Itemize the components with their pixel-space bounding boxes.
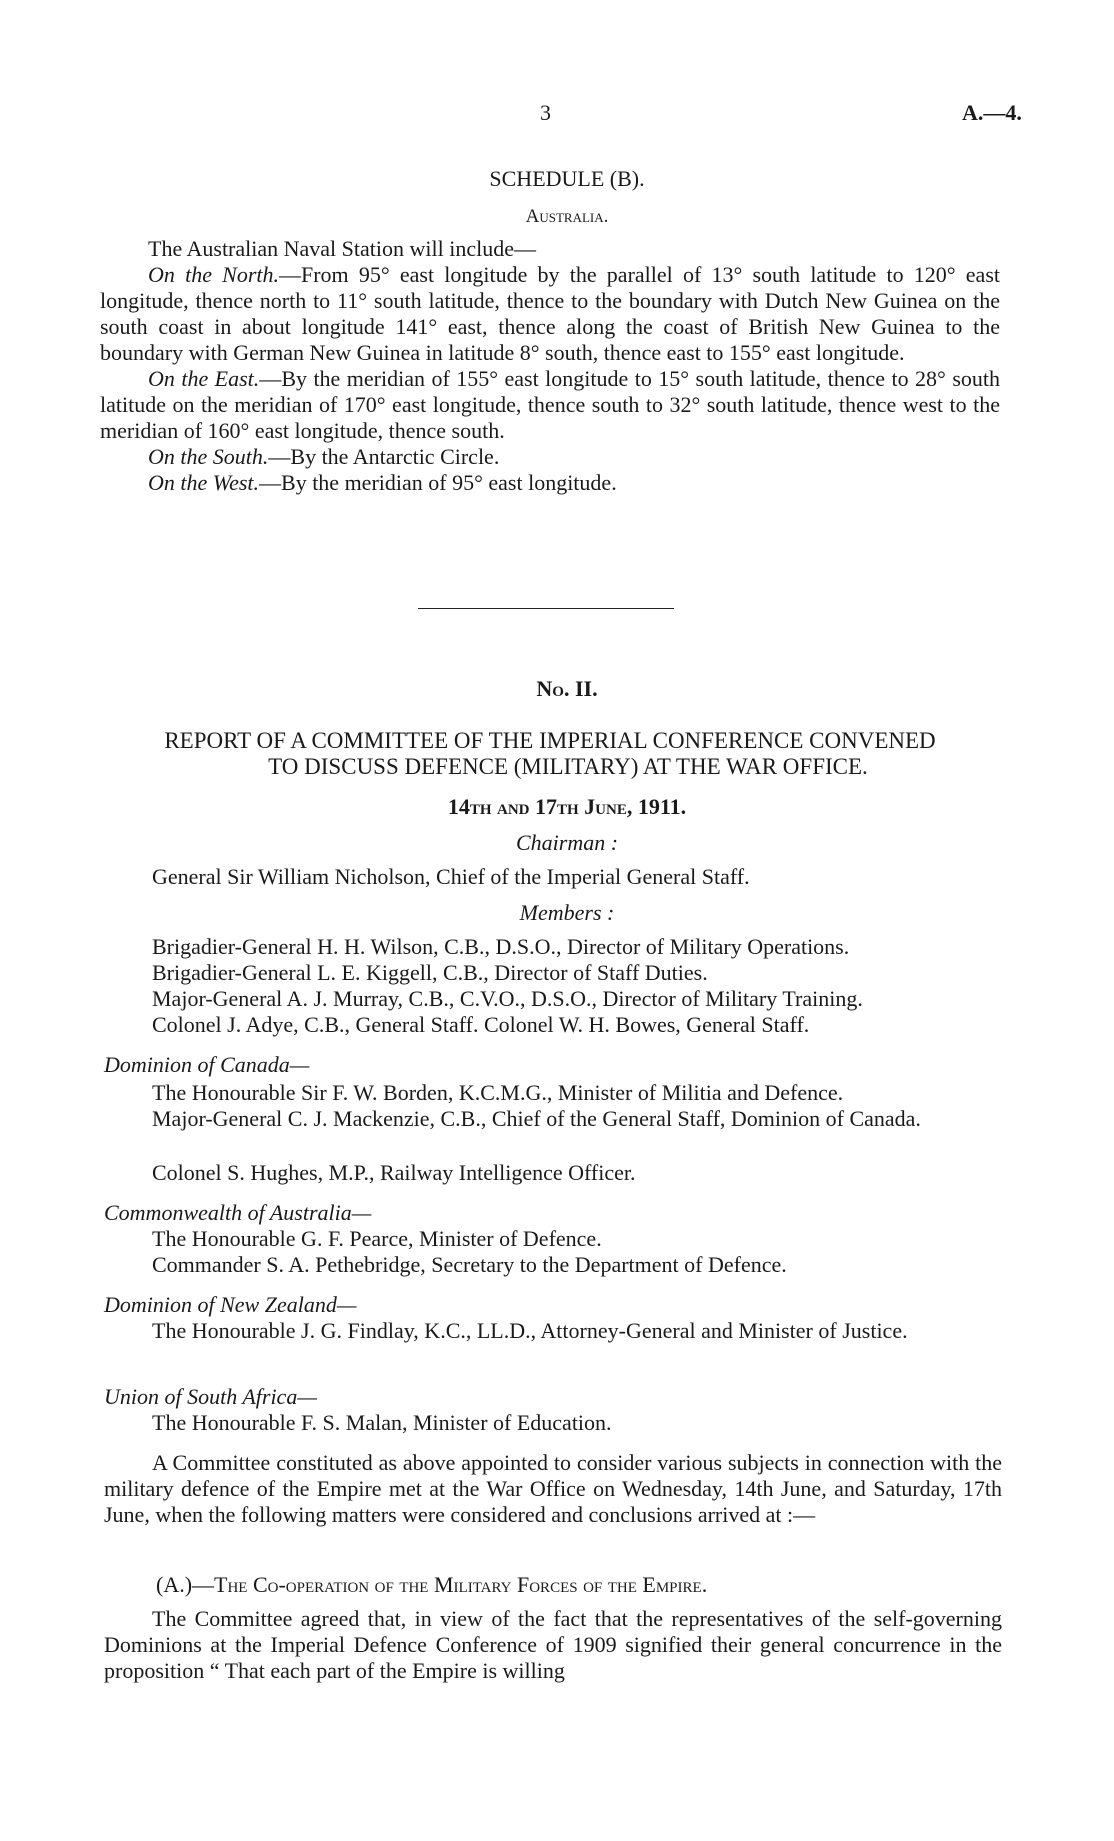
canada-heading: Dominion of Canada— — [104, 1052, 310, 1077]
report-dates: 14th and 17th June, 1911. — [447, 794, 687, 819]
schedule-intro: The Australian Naval Station will include— — [148, 236, 536, 261]
member-entry: Brigadier-General L. E. Kiggell, C.B., Director of Staff Duties. — [152, 960, 708, 985]
west-text: —By the meridian of 95° east longitude. — [259, 470, 617, 495]
north-boundary — [100, 262, 1000, 366]
cooperation-paragraph-text: The Committee agreed that, in view of the fact that the representatives of the self-governing Dominions at the Imperial Defence Conference of 1909 signified their general concurrence in the proposition “ That each part of the Empire is willing — [104, 1606, 1002, 1683]
east-boundary — [100, 366, 1000, 444]
member-entry: Brigadier-General H. H. Wilson, C.B., D.S.O., Director of Military Operations. — [152, 934, 850, 959]
north-label: On the North. — [148, 262, 279, 287]
cooperation-paragraph — [104, 1606, 1002, 1684]
members-label: Members : — [519, 900, 615, 925]
south-africa-delegate: The Honourable F. S. Malan, Minister of Education. — [152, 1410, 612, 1435]
east-text: —By the meridian of 155° east longitude to 15° south latitude, thence to 28° south latitude on the meridian of 170° east longitude, thence south to 32° south latitude, thence west to the meridian of 160° east longitude, thence south. — [100, 366, 1000, 443]
south-boundary — [100, 444, 1000, 470]
report-number: No. II. — [536, 676, 598, 701]
schedule-title: SCHEDULE (B). — [489, 166, 645, 191]
canada-delegate: Colonel S. Hughes, M.P., Railway Intelligence Officer. — [152, 1160, 636, 1185]
new-zealand-heading: Dominion of New Zealand— — [104, 1292, 357, 1317]
chairman-label: Chairman : — [515, 830, 619, 855]
committee-paragraph-text: A Committee constituted as above appointed to consider various subjects in connection with the military defence of the Empire met at the War Office on Wednesday, 14th June, and Saturday, 17th June, when the following matters were considered and conclusions arrived at :— — [104, 1450, 1002, 1527]
document-reference: A.—4. — [962, 100, 1022, 125]
report-title-line2: TO DISCUSS DEFENCE (MILITARY) AT THE WAR OFFICE. — [268, 754, 868, 779]
south-africa-heading: Union of South Africa— — [104, 1384, 317, 1409]
australia-heading: Commonwealth of Australia— — [104, 1200, 372, 1225]
committee-paragraph — [104, 1450, 1002, 1528]
west-label: On the West. — [148, 470, 260, 495]
canada-delegate: The Honourable Sir F. W. Borden, K.C.M.G., Minister of Militia and Defence. — [152, 1080, 844, 1105]
east-label: On the East. — [148, 366, 260, 391]
report-title-line1: REPORT OF A COMMITTEE OF THE IMPERIAL CONFERENCE CONVENED — [164, 728, 936, 753]
australia-delegate: Commander S. A. Pethebridge, Secretary to the Department of Defence. — [152, 1252, 787, 1277]
australia-delegate: The Honourable G. F. Pearce, Minister of Defence. — [152, 1226, 602, 1251]
north-text: —From 95° east longitude by the parallel of 13° south latitude to 120° east longitude, thence north to 11° south latitude, thence to the boundary with Dutch New Guinea on the south coast in about longitude 141° east, thence along the coast of British New Guinea to the boundary with German New Guinea in latitude 8° south, thence east to 155° east longitude. — [100, 262, 1000, 365]
member-entry: Major-General A. J. Murray, C.B., C.V.O., D.S.O., Director of Military Training. — [152, 986, 863, 1011]
section-divider — [418, 608, 674, 609]
member-entry: Colonel J. Adye, C.B., General Staff. Colonel W. H. Bowes, General Staff. — [152, 1012, 810, 1037]
section-a-heading: (A.)—The Co-operation of the Military Forces of the Empire. — [156, 1572, 708, 1597]
chairman-entry: General Sir William Nicholson, Chief of the Imperial General Staff. — [152, 864, 750, 889]
south-text: —By the Antarctic Circle. — [268, 444, 500, 469]
page-number: 3 — [540, 100, 551, 125]
canada-delegate: Major-General C. J. Mackenzie, C.B., Chief of the General Staff, Dominion of Canada. — [152, 1106, 921, 1131]
south-label: On the South. — [148, 444, 269, 469]
west-boundary — [100, 470, 1000, 496]
new-zealand-delegate: The Honourable J. G. Findlay, K.C., LL.D., Attorney-General and Minister of Justice. — [152, 1318, 908, 1343]
schedule-subtitle: Australia. — [525, 206, 609, 227]
schedule-body — [100, 236, 1000, 496]
